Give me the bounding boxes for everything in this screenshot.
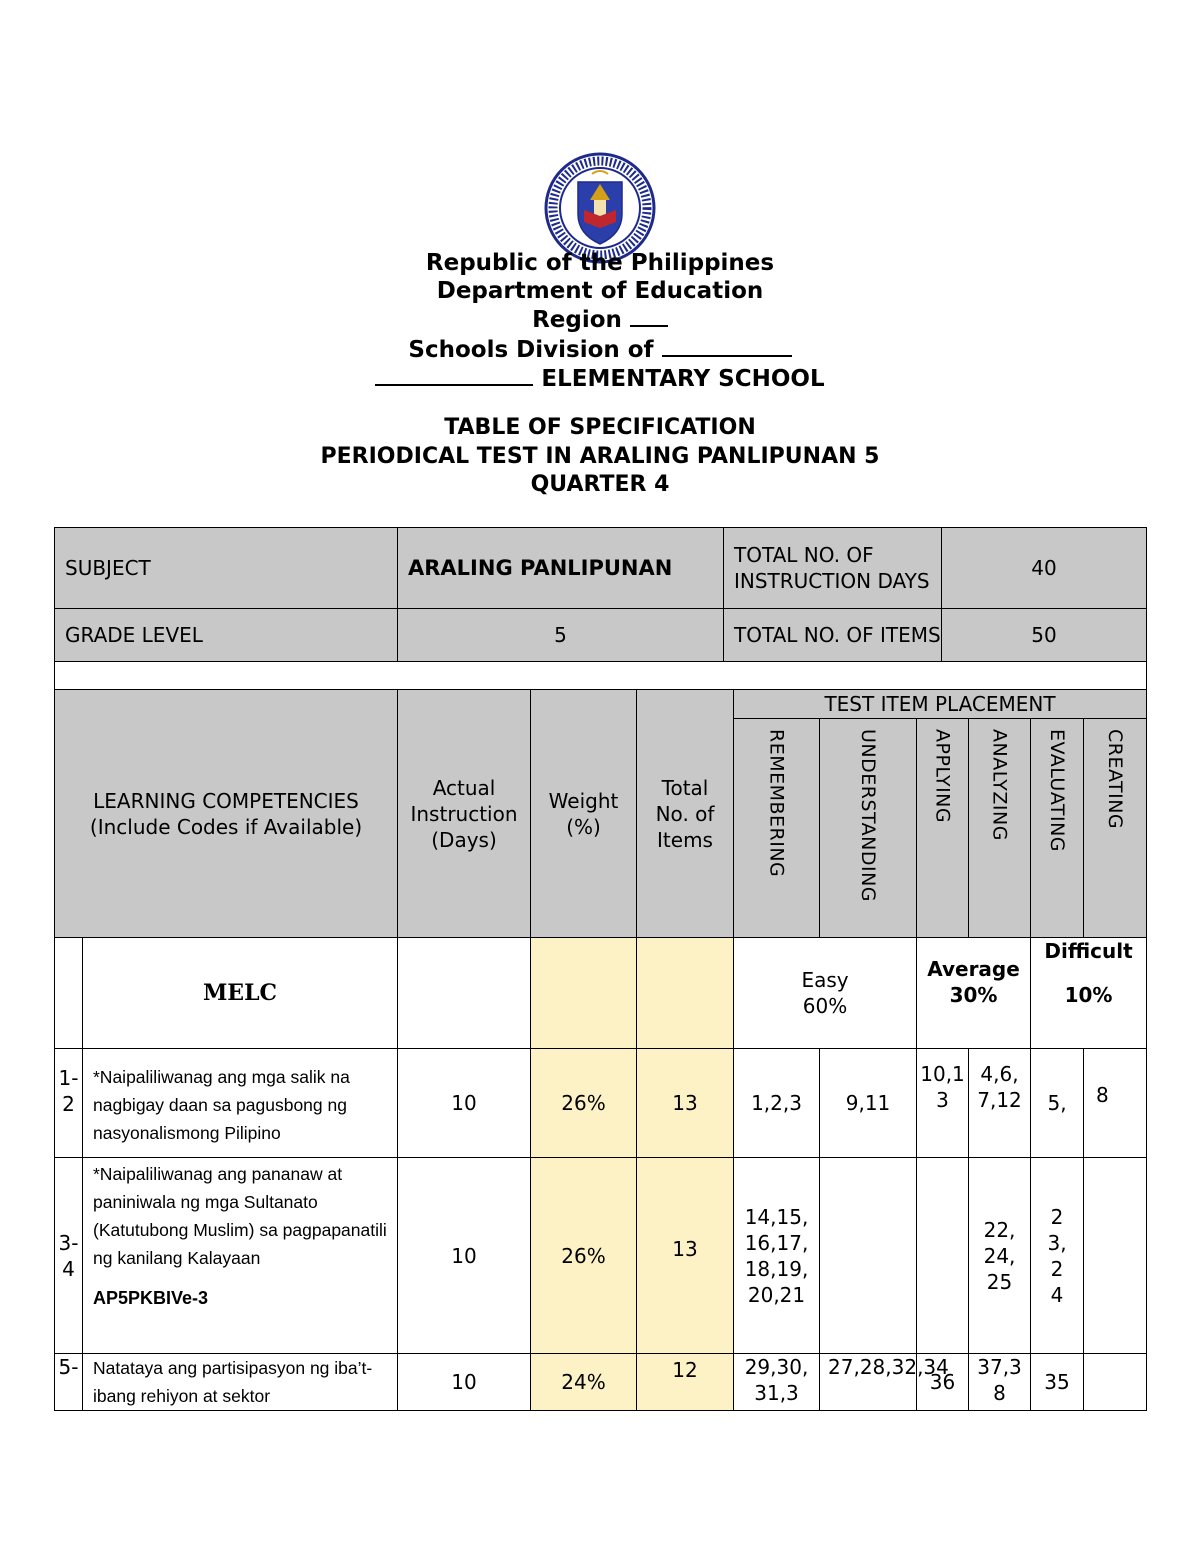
days-label: TOTAL NO. OF INSTRUCTION DAYS bbox=[724, 528, 942, 609]
creating-header: CREATING bbox=[1084, 719, 1147, 938]
evaluating-cell: 35 bbox=[1031, 1354, 1084, 1411]
school-blank bbox=[375, 364, 533, 386]
document-title bbox=[0, 414, 1200, 500]
items-cell: 13 bbox=[637, 1049, 734, 1158]
deped-seal bbox=[544, 152, 656, 264]
table-row bbox=[55, 1049, 1147, 1158]
items-cell: 13 bbox=[637, 1158, 734, 1354]
table-row bbox=[55, 1354, 1147, 1411]
understanding-cell: 9,11 bbox=[820, 1049, 917, 1158]
melc-items-cell bbox=[637, 938, 734, 1049]
region-blank bbox=[630, 305, 668, 327]
melc-label: MELC bbox=[83, 938, 398, 1049]
division-line: Schools Division of bbox=[0, 335, 1200, 365]
row-number: 1-2 bbox=[55, 1049, 83, 1158]
placement-header: TEST ITEM PLACEMENT bbox=[734, 690, 1147, 719]
competency-text: *Naipaliliwanag ang pananaw at paniniwala ng mga Sultanato (Katutubong Muslim) sa pagpapanatili ng kanilang Kalayaan bbox=[93, 1164, 387, 1268]
days-cell: 10 bbox=[398, 1354, 531, 1411]
days-cell: 10 bbox=[398, 1049, 531, 1158]
difficult-level: Difficult 10% bbox=[1031, 938, 1147, 1049]
info-table bbox=[54, 527, 1147, 690]
row-number: 5- bbox=[55, 1354, 83, 1411]
analyzing-cell: 37,38 bbox=[969, 1354, 1031, 1411]
applying-cell bbox=[917, 1158, 969, 1354]
competencies-header: LEARNING COMPETENCIES (Include Codes if Available) bbox=[55, 690, 398, 938]
easy-level: Easy 60% bbox=[734, 938, 917, 1049]
creating-cell bbox=[1084, 1158, 1147, 1354]
region-line: Region bbox=[0, 305, 1200, 335]
department-line: Department of Education bbox=[436, 277, 764, 304]
competency-text: *Naipaliliwanag ang mga salik na nagbigay daan sa pagusbong ng nasyonalismong Pilipino bbox=[83, 1049, 398, 1158]
items-label: TOTAL NO. OF ITEMS bbox=[724, 609, 942, 662]
melc-number-cell bbox=[55, 938, 83, 1049]
republic-line: Republic of the Philippines bbox=[425, 250, 775, 276]
total-items-header: Total No. of Items bbox=[637, 690, 734, 938]
weight-cell: 24% bbox=[531, 1354, 637, 1411]
competency-code: AP5PKBIVe-3 bbox=[93, 1288, 209, 1308]
days-cell: 10 bbox=[398, 1158, 531, 1354]
remembering-header: REMEMBERING bbox=[734, 719, 820, 938]
creating-cell bbox=[1084, 1354, 1147, 1411]
applying-cell: 36 bbox=[917, 1354, 969, 1411]
applying-cell: 10,13 bbox=[917, 1049, 969, 1158]
evaluating-header: EVALUATING bbox=[1031, 719, 1084, 938]
weight-cell: 26% bbox=[531, 1158, 637, 1354]
spacer-row bbox=[55, 662, 1147, 690]
weight-cell: 26% bbox=[531, 1049, 637, 1158]
understanding-cell bbox=[820, 1158, 917, 1354]
remembering-cell: 14,15,16,17,18,19,20,21 bbox=[734, 1158, 820, 1354]
melc-weight-cell bbox=[531, 938, 637, 1049]
understanding-header: UNDERSTANDING bbox=[820, 719, 917, 938]
evaluating-cell: 5, bbox=[1031, 1049, 1084, 1158]
items-cell: 12 bbox=[637, 1354, 734, 1411]
average-level: Average 30% bbox=[917, 938, 1031, 1049]
evaluating-cell: 23,24 bbox=[1031, 1158, 1084, 1354]
division-blank bbox=[662, 335, 792, 357]
actual-days-header: Actual Instruction (Days) bbox=[398, 690, 531, 938]
melc-days-cell bbox=[398, 938, 531, 1049]
remembering-cell: 29,30,31,3 bbox=[734, 1354, 820, 1411]
analyzing-cell: 22,24,25 bbox=[969, 1158, 1031, 1354]
grade-value: 5 bbox=[398, 609, 724, 662]
subject-label: SUBJECT bbox=[55, 528, 398, 609]
weight-header: Weight (%) bbox=[531, 690, 637, 938]
competency-cell bbox=[83, 1158, 398, 1354]
agency-header bbox=[0, 250, 1200, 394]
grade-label: GRADE LEVEL bbox=[55, 609, 398, 662]
analyzing-cell: 4,6,7,12 bbox=[969, 1049, 1031, 1158]
title-line-3: QUARTER 4 bbox=[530, 472, 670, 497]
creating-cell: 8 bbox=[1084, 1049, 1147, 1158]
remembering-cell: 1,2,3 bbox=[734, 1049, 820, 1158]
analyzing-header: ANALYZING bbox=[969, 719, 1031, 938]
days-value: 40 bbox=[942, 528, 1147, 609]
school-line: ELEMENTARY SCHOOL bbox=[0, 364, 1200, 394]
table-row bbox=[55, 1158, 1147, 1354]
subject-value: ARALING PANLIPUNAN bbox=[398, 528, 724, 609]
title-line-1: TABLE OF SPECIFICATION bbox=[444, 415, 756, 440]
understanding-cell: 27,28,32,34 bbox=[820, 1354, 917, 1411]
title-line-2: PERIODICAL TEST IN ARALING PANLIPUNAN 5 bbox=[320, 443, 880, 469]
specification-table bbox=[54, 689, 1147, 1411]
row-number: 3-4 bbox=[55, 1158, 83, 1354]
applying-header: APPLYING bbox=[917, 719, 969, 938]
items-value: 50 bbox=[942, 609, 1147, 662]
competency-text: Natataya ang partisipasyon ng iba’t-ibang rehiyon at sektor bbox=[83, 1354, 398, 1411]
